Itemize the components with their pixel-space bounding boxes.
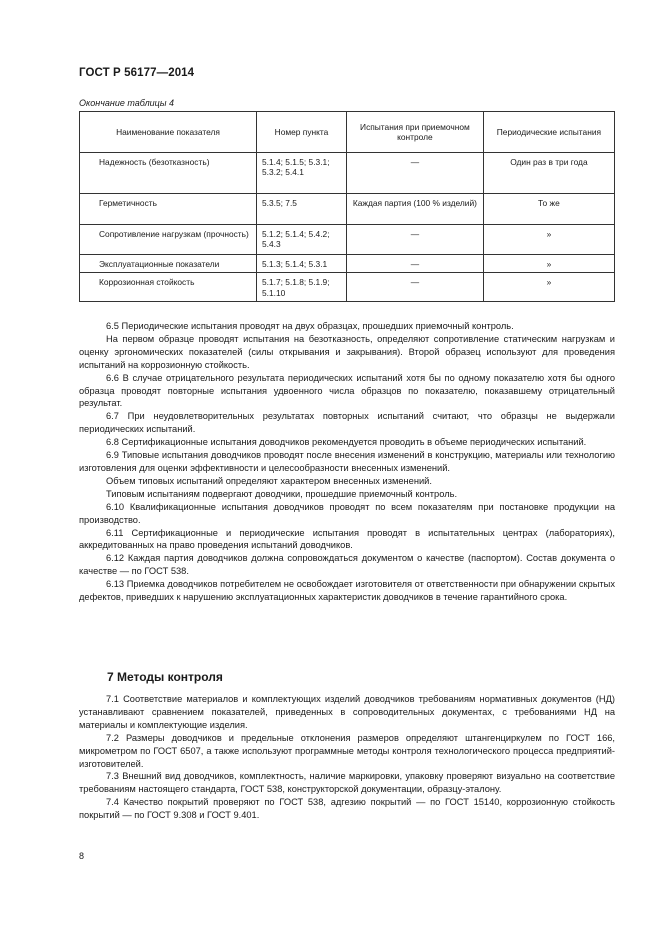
cell-clause: 5.1.2; 5.1.4; 5.4.2; 5.4.3 <box>257 225 347 255</box>
paragraph: 7.3 Внешний вид доводчиков, комплектность, наличие маркировки, упаковку проверяют визуально на соответствие требованиям настоящего стандарта, ГОСТ 538, конструкторской документации, образцу-эталону. <box>79 771 615 795</box>
paragraph: 6.10 Квалификационные испытания доводчиков проводят по всем показателям при постановке продукции на производство. <box>79 501 615 525</box>
page-number: 8 <box>79 851 85 861</box>
paragraph: Объем типовых испытаний определяют характером внесенных изменений. <box>106 475 432 486</box>
paragraph: 6.5 Периодические испытания проводят на двух образцах, прошедших приемочный контроль. <box>106 321 514 331</box>
table-row <box>80 255 615 273</box>
cell-indicator: Герметичность <box>80 194 257 225</box>
paragraph: 6.11 Сертификационные и периодические испытания проводят в испытательных центрах (лабораториях), аккредитованных на право проведения испытаний доводчиков. <box>79 527 615 551</box>
cell-clause: 5.1.3; 5.1.4; 5.3.1 <box>257 255 347 273</box>
cell-acceptance: — <box>346 273 483 302</box>
table-4 <box>79 111 615 302</box>
paragraph: 6.9 Типовые испытания доводчиков проводят после внесения изменений в конструкцию, материалы или технологию изготовления для оценки эффективности и целесообразности внесенных изменений. <box>79 450 615 473</box>
table-row <box>80 194 615 225</box>
table-header-row <box>80 112 615 153</box>
table-row <box>80 273 615 302</box>
paragraph: 7.2 Размеры доводчиков и предельные отклонения размеров определяют штангенциркулем по ГОСТ 166, микрометром по ГОСТ 6507, а также используют программные методы контроля технологического процесса предприятий-изготовителей. <box>79 732 615 769</box>
section-7 <box>79 670 615 822</box>
table-row <box>80 225 615 255</box>
cell-indicator: Эксплуатационные показатели <box>80 255 257 273</box>
table-caption: Окончание таблицы 4 <box>79 98 174 108</box>
cell-indicator: Надежность (безотказность) <box>80 153 257 194</box>
col-header-periodic: Периодические испытания <box>483 112 614 153</box>
section-heading: 7 Методы контроля <box>107 670 223 684</box>
cell-indicator: Сопротивление нагрузкам (прочность) <box>80 225 257 255</box>
paragraph: Типовым испытаниям подвергают доводчики, прошедшие приемочный контроль. <box>106 488 458 499</box>
cell-clause: 5.1.7; 5.1.8; 5.1.9; 5.1.10 <box>257 273 347 302</box>
cell-acceptance: — <box>346 153 483 194</box>
paragraph: 7.1 Соответствие материалов и комплектующих изделий доводчиков требованиям нормативных документов (НД) устанавливают сравнением показателей, приведенных в сопроводительных документах, с требованиями НД на материалы и комплектующие изделия. <box>79 694 615 730</box>
cell-clause: 5.3.5; 7.5 <box>257 194 347 225</box>
section-6-continued <box>79 320 615 604</box>
paragraph: На первом образце проводят испытания на безотказность, определяют сопротивление статическим нагрузкам и оценку эргономических показателей (силы открывания и закрывания). Второй образец используют для проведения испытаний на коррозионную стойкость. <box>79 333 615 370</box>
paragraph: 6.7 При неудовлетворительных результатах повторных испытаний считают, что образцы не выдержали периодических испытаний. <box>79 411 615 435</box>
cell-periodic: » <box>483 273 614 302</box>
cell-acceptance: Каждая партия (100 % изделий) <box>346 194 483 225</box>
cell-indicator: Коррозионная стойкость <box>80 273 257 302</box>
paragraph: 6.8 Сертификационные испытания доводчиков рекомендуется проводить в объеме периодических испытаний. <box>106 437 587 448</box>
cell-periodic: То же <box>483 194 614 225</box>
cell-periodic: Один раз в три года <box>483 153 614 194</box>
table-row <box>80 153 615 194</box>
cell-periodic: » <box>483 225 614 255</box>
col-header-clause: Номер пункта <box>257 112 347 153</box>
col-header-indicator: Наименование показателя <box>80 112 257 153</box>
paragraph: 6.13 Приемка доводчиков потребителем не освобождает изготовителя от ответственности при обнаружении скрытых дефектов, приведших к нарушению эксплуатационных характеристик доводчиков в течение гарантийного срока. <box>79 579 615 603</box>
cell-clause: 5.1.4; 5.1.5; 5.3.1; 5.3.2; 5.4.1 <box>257 153 347 194</box>
cell-periodic: » <box>483 255 614 273</box>
cell-acceptance: — <box>346 225 483 255</box>
cell-acceptance: — <box>346 255 483 273</box>
col-header-acceptance: Испытания при приемочном контроле <box>346 112 483 153</box>
document-header: ГОСТ Р 56177—2014 <box>79 67 195 79</box>
paragraph: 6.12 Каждая партия доводчиков должна сопровождаться документом о качестве (паспортом). Состав документа о качестве — по ГОСТ 538. <box>79 553 615 577</box>
paragraph: 7.4 Качество покрытий проверяют по ГОСТ 538, адгезию покрытий — по ГОСТ 15140, коррозионную стойкость покрытий — по ГОСТ 9.308 и ГОСТ 9.401. <box>79 797 615 821</box>
paragraph: 6.6 В случае отрицательного результата периодических испытаний хотя бы по одному показателю хотя бы одного образца проводят повторные испытания удвоенного числа образцов по показателю, показавшему отрицательный результат. <box>79 372 615 409</box>
